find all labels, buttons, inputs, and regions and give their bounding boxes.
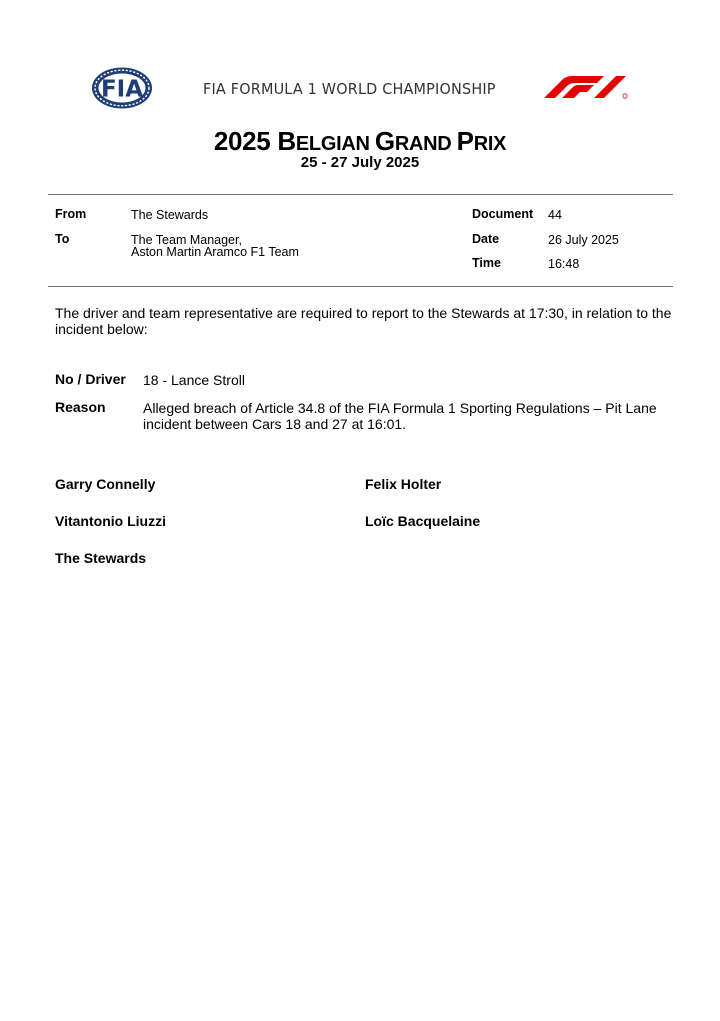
bottom-divider xyxy=(48,286,673,287)
date-label: Date xyxy=(472,232,500,246)
f1-logo-icon xyxy=(542,74,630,100)
driver-value: 18 - Lance Stroll xyxy=(143,372,245,388)
fia-logo-lettering: FIA xyxy=(100,76,144,103)
to-value-line2: Aston Martin Aramco F1 Team xyxy=(131,245,299,259)
time-label: Time xyxy=(472,256,501,270)
from-label: From xyxy=(55,207,87,221)
time-value: 16:48 xyxy=(548,257,580,271)
reason-value: Alleged breach of Article 34.8 of the FIA Formula 1 Sporting Regulations – Pit Lane incident between Cars 18 and 27 at 16:01. xyxy=(143,400,657,432)
stewards-signature-line: The Stewards xyxy=(55,550,147,566)
signatory-vitantonio-liuzzi: Vitantonio Liuzzi xyxy=(55,513,166,529)
signatory-garry-connelly: Garry Connelly xyxy=(55,476,156,492)
document-number: 44 xyxy=(548,208,562,222)
top-divider xyxy=(48,194,673,195)
from-value: The Stewards xyxy=(131,208,209,222)
signatory-felix-holter: Felix Holter xyxy=(365,476,442,492)
document-label: Document xyxy=(472,207,534,221)
date-value: 26 July 2025 xyxy=(548,233,619,247)
reason-label: Reason xyxy=(55,399,106,415)
event-dates: 25 - 27 July 2025 xyxy=(300,154,420,171)
driver-label: No / Driver xyxy=(55,371,126,387)
document-header xyxy=(0,62,720,114)
signatory-loic-bacquelaine: Loïc Bacquelaine xyxy=(365,513,481,529)
fia-logo-icon xyxy=(90,66,154,110)
championship-name: FIA FORMULA 1 WORLD CHAMPIONSHIP xyxy=(203,80,496,98)
summons-text: The driver and team representative are required to report to the Stewards at 17:30, in relation to the incident below: xyxy=(55,305,672,337)
event-title: 2025 BELGIAN GRAND PRIX xyxy=(213,126,507,156)
to-value-line1: The Team Manager, xyxy=(131,233,242,247)
to-label: To xyxy=(55,232,70,246)
